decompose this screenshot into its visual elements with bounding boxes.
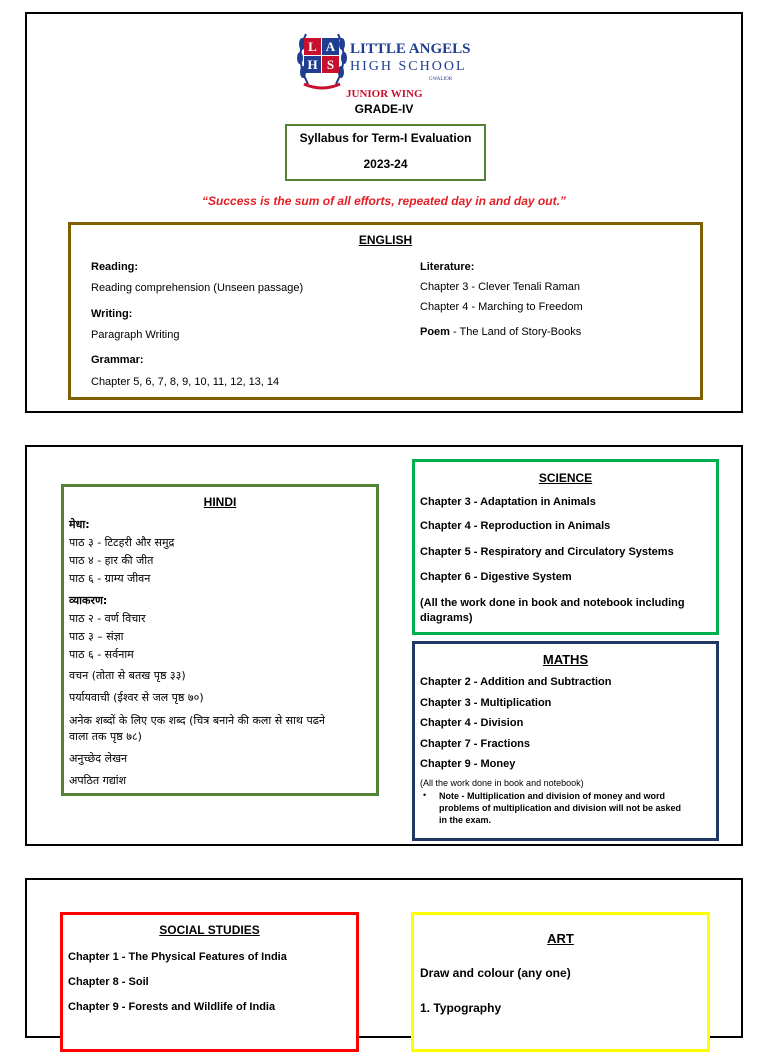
vyakaran-item: पाठ ३ – संज्ञा [69,630,124,643]
literature-item: Chapter 4 - Marching to Freedom [420,301,583,313]
school-name-line2: HIGH SCHOOL [350,59,467,74]
maths-work-note: (All the work done in book and notebook) [420,778,584,788]
english-title: ENGLISH [358,233,413,247]
vyakaran-item: अपठित गद्यांश [69,774,127,787]
vyakaran-item: वाला तक पृष्ठ ७८) [69,730,142,743]
vyakaran-item: वचन (तोता से बतख पृष्ठ ३३) [69,669,186,682]
medha-item: पाठ ३ - टिटहरी और समुद्र [69,536,175,549]
social-chapter: Chapter 9 - Forests and Wildlife of India [68,1001,276,1013]
grade-title: GRADE-IV [354,102,414,116]
art-instruction: Draw and colour (any one) [420,966,571,980]
vyakaran-label: व्याकरण: [69,594,108,607]
maths-note-line: in the exam. [439,815,492,825]
grammar-value: Chapter 5, 6, 7, 8, 9, 10, 11, 12, 13, 14 [91,376,280,388]
hindi-title: HINDI [203,495,237,509]
academic-year: 2023-24 [363,157,408,171]
science-chapter: Chapter 3 - Adaptation in Animals [420,496,596,508]
english-section [68,222,703,400]
vyakaran-item: पर्यायवाची (ईश्वर से जल पृष्ठ ७०) [69,691,204,704]
logo-letter-h: H [304,56,321,73]
writing-label: Writing: [91,308,133,320]
science-section [412,459,719,635]
art-title: ART [547,931,574,946]
junior-wing-label: JUNIOR WING [346,88,423,100]
maths-note-line: Note - Multiplication and division of money and word [439,791,666,801]
school-logo [292,26,487,104]
social-studies-section [60,912,359,1052]
science-note: diagrams) [420,612,473,624]
poem-label: Poem [420,326,450,338]
science-note: (All the work done in book and notebook including [420,597,685,609]
school-name-line1: LITTLE ANGELS [350,41,471,57]
logo-letter-s: S [322,56,339,73]
vyakaran-item: पाठ २ - वर्ण विचार [69,612,146,625]
vyakaran-item: अनेक शब्दों के लिए एक शब्द (चित्र बनाने की कला से साथ पढने [69,714,325,727]
hindi-section [61,484,379,796]
maths-note-line: problems of multiplication and division will not be asked [439,803,682,813]
science-chapter: Chapter 5 - Respiratory and Circulatory Systems [420,546,674,558]
maths-title: MATHS [542,652,589,667]
science-chapter: Chapter 4 - Reproduction in Animals [420,520,611,532]
school-city: GWALIOR [429,77,453,82]
poem-value: - The Land of Story-Books [449,326,582,338]
social-chapter: Chapter 1 - The Physical Features of India [68,951,287,963]
reading-value: Reading comprehension (Unseen passage) [91,282,304,294]
maths-chapter: Chapter 7 - Fractions [420,738,531,750]
writing-value: Paragraph Writing [91,329,180,341]
page-1 [25,12,743,413]
bullet-icon: • [423,790,427,800]
logo-letter-l: L [304,38,321,55]
art-section [411,912,710,1052]
poem-line [420,326,581,338]
social-studies-title: SOCIAL STUDIES [159,923,260,937]
maths-section [412,641,719,841]
art-item: 1. Typography [420,1001,502,1015]
syllabus-title-box [285,124,486,181]
vyakaran-item: अनुच्छेद लेखन [69,752,128,765]
maths-chapter: Chapter 2 - Addition and Subtraction [420,676,612,688]
science-title: SCIENCE [538,471,593,485]
motto-quote: “Success is the sum of all efforts, repeated day in and day out.” [202,194,566,208]
social-chapter: Chapter 8 - Soil [68,976,149,988]
grammar-label: Grammar: [91,354,144,366]
maths-chapter: Chapter 4 - Division [420,717,524,729]
medha-item: पाठ ४ - हार की जीत [69,554,154,567]
vyakaran-item: पाठ ६ - सर्वनाम [69,648,134,661]
logo-letter-a: A [322,38,339,55]
literature-label: Literature: [420,261,475,273]
maths-chapter: Chapter 9 - Money [420,758,516,770]
syllabus-title: Syllabus for Term-I Evaluation [299,131,472,145]
page-2 [25,445,743,846]
science-chapter: Chapter 6 - Digestive System [420,571,572,583]
maths-chapter: Chapter 3 - Multiplication [420,697,552,709]
medha-label: मेधा: [69,518,90,531]
literature-item: Chapter 3 - Clever Tenali Raman [420,281,580,293]
reading-label: Reading: [91,261,139,273]
page-3 [25,878,743,1038]
medha-item: पाठ ६ - ग्राम्य जीवन [69,572,151,585]
